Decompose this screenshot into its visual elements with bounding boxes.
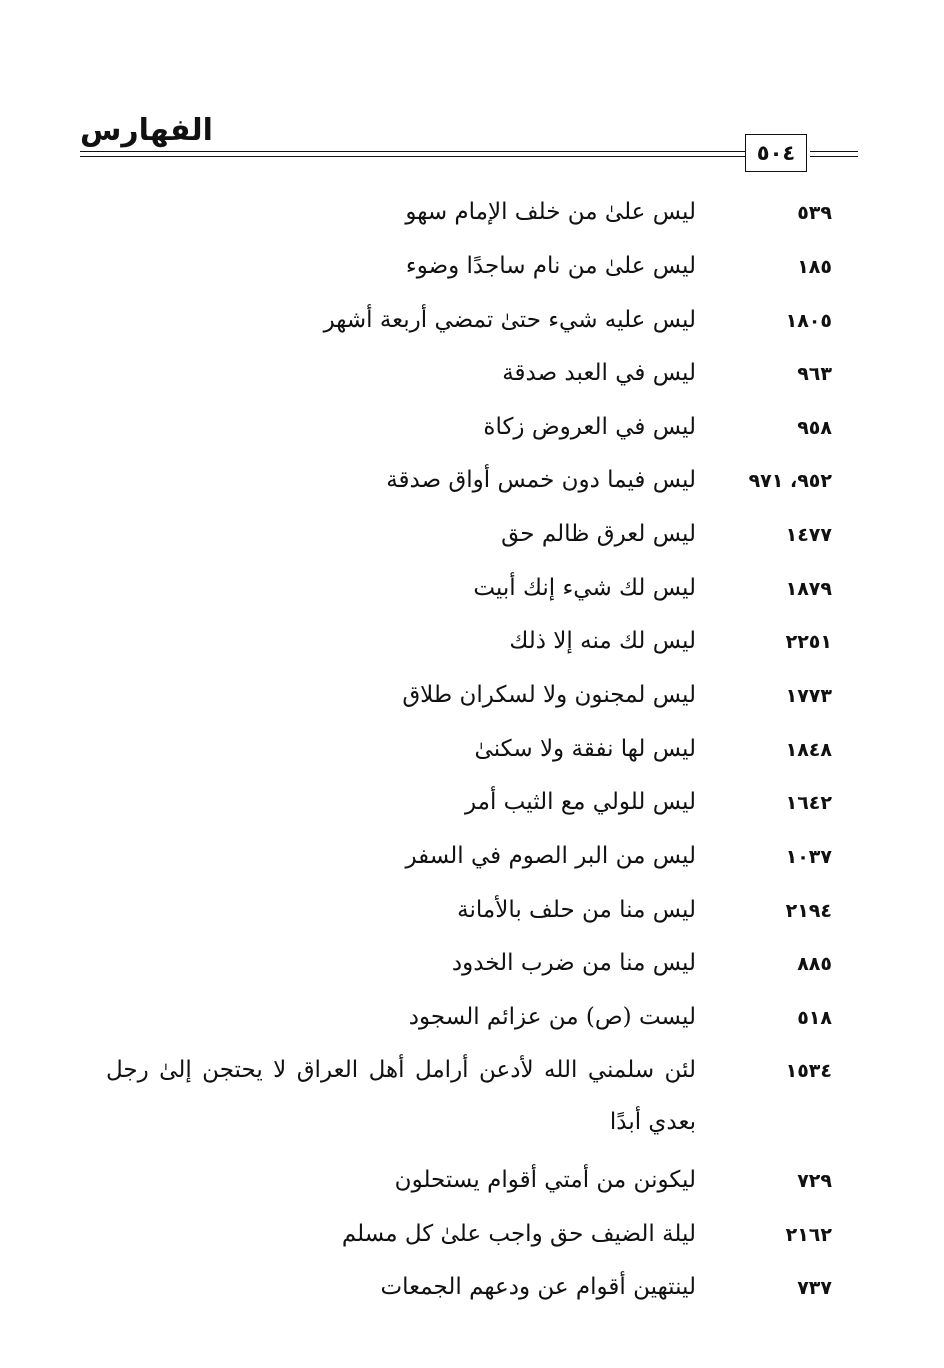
entry-reference: ٩٥٨ [797,417,832,439]
entry-reference: ٧٣٧ [797,1277,832,1299]
entry-reference: ١٥٣٤ [785,1060,832,1082]
entry-reference: ١٨٥ [797,256,832,278]
header-rule [80,151,745,152]
entry-text: ليكونن من أمتي أقوام يستحلون [394,1167,696,1193]
entry-text: ليس لمجنون ولا لسكران طلاق [402,682,696,708]
entry-reference: ٨٨٥ [797,953,832,975]
entry-text: ليست (ص) من عزائم السجود [408,1004,696,1030]
entry-text: ليس علىٰ من خلف الإمام سهو [405,199,696,225]
entry-text: ليس عليه شيء حتىٰ تمضي أربعة أشهر [323,307,696,333]
entry-reference: ٩٦٣ [797,363,832,385]
page-header [80,108,870,180]
entry-reference: ٢٢٥١ [785,631,832,653]
entry-reference: ١٤٧٧ [785,524,832,546]
entry-text: ليس للولي مع الثيب أمر [464,789,696,815]
entry-reference: ١٨٧٩ [785,578,832,600]
header-rule-right [810,151,858,152]
entry-text: لئن سلمني الله لأدعن أرامل أهل العراق لا يحتجن إلىٰ رجل بعدي أبدًا [106,1057,696,1135]
entry-reference: ٥١٨ [797,1007,832,1029]
entry-reference: ٢١٦٢ [785,1224,832,1246]
entry-text: ليس لك شيء إنك أبيت [473,575,696,601]
entry-text: ليس منا من ضرب الخدود [451,950,696,976]
entry-reference: ١٨٤٨ [785,739,832,761]
entry-reference: ٢١٩٤ [785,900,832,922]
entry-text: ليلة الضيف حق واجب علىٰ كل مسلم [341,1221,696,1247]
entry-text: ليس لعرق ظالم حق [501,521,696,547]
entry-reference: ٥٣٩ [797,202,832,224]
entry-reference: ٧٢٩ [797,1170,832,1192]
header-rule-inner [80,156,745,157]
entry-reference: ١٦٤٢ [785,792,832,814]
entry-reference: ٩٥٢، ٩٧١ [748,470,832,492]
entry-text: ليس من البر الصوم في السفر [405,843,696,869]
section-title: الفهارس [80,113,213,148]
entry-text: ليس لها نفقة ولا سكنىٰ [474,736,696,762]
entry-text: ليس علىٰ من نام ساجدًا وضوء [405,253,696,279]
header-rule-right-inner [810,156,858,157]
entry-reference: ١٨٠٥ [785,310,832,332]
entry-text: ليس لك منه إلا ذلك [509,628,696,654]
entry-reference: ١٠٣٧ [785,846,832,868]
entry-reference: ١٧٧٣ [785,685,832,707]
entry-text: ليس في العبد صدقة [502,360,696,386]
entry-text: ليس في العروض زكاة [483,414,696,440]
entry-text: ليس فيما دون خمس أواق صدقة [386,467,696,493]
page-number: ٥٠٤ [745,134,807,172]
entry-text: لينتهين أقوام عن ودعهم الجمعات [380,1274,696,1300]
entry-text: ليس منا من حلف بالأمانة [457,897,696,923]
